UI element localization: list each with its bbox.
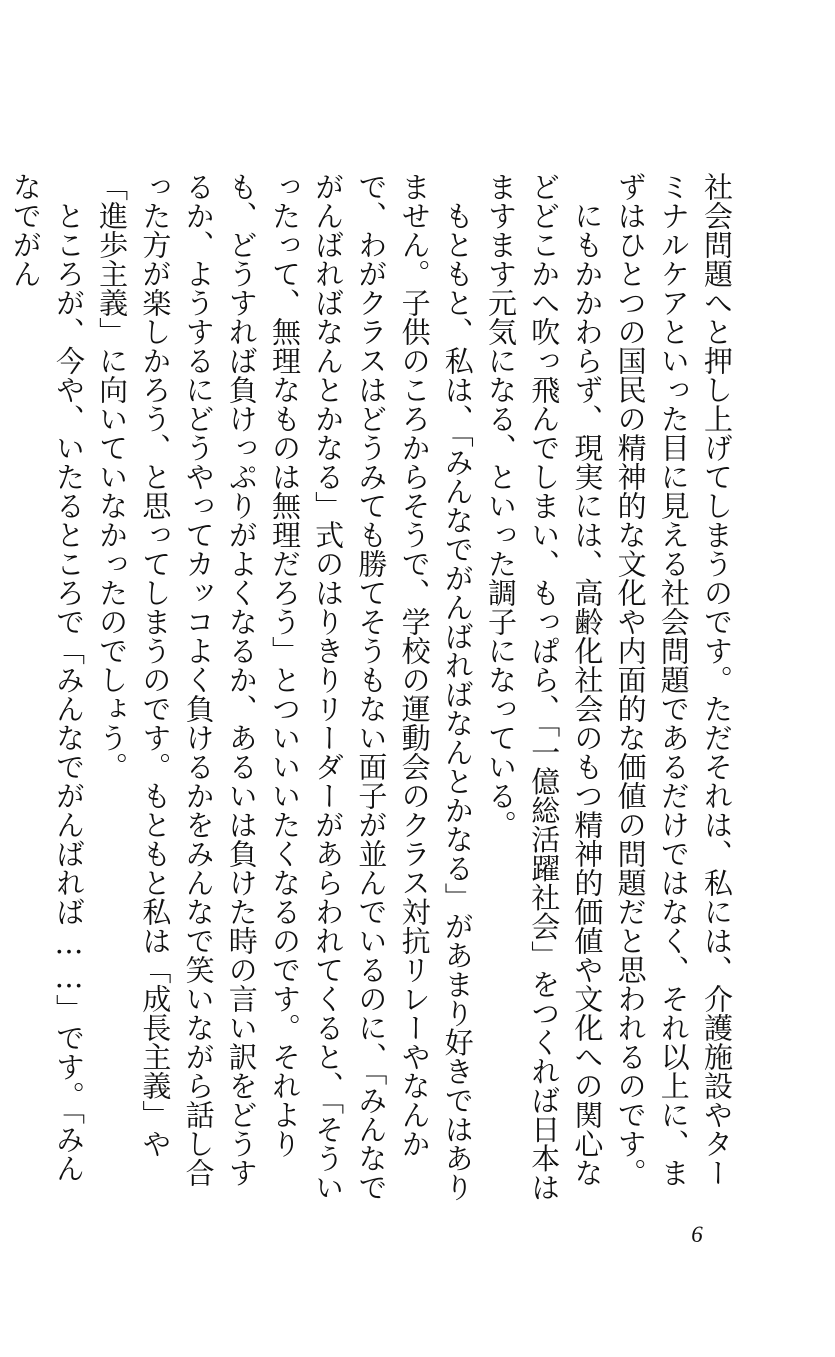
paragraph-4: ところが、今や、いたるところで「みんなでがんばれば……」です。「みんなでがん	[8, 172, 86, 1183]
paragraph-2: にもかかわらず、現実には、高齢化社会のもつ精神的価値や文化への関心などどこかへ吹っ飛んでしまい、もっぱら、「一億総活躍社会」をつくれば日本はますます元気になる、といった調子になっている。	[483, 172, 605, 1202]
vertical-text-body	[8, 172, 738, 1202]
page-number: 6	[691, 1222, 703, 1247]
paragraph-1: 社会問題へと押し上げてしまうのです。ただそれは、私には、介護施設やターミナルケアといった目に見える社会問題であるだけではなく、それ以上に、まずはひとつの国民の精神的な文化や内面的な価値の問題だと思われるのです。	[613, 172, 734, 1187]
paragraph-3: もともと、私は、「みんなでがんばればなんとかなる」があまり好きではありません。子供のころからそうで、学校の運動会のクラス対抗リレーやなんかで、わがクラスはどうみても勝てそうもない面子が並んでいるのに、「みんなでがんばればなんとかなる」式のはりきりリーダーがあらわれてくると、「そういったって、無理なものは無理だろう」とついいいたくなるのです。それよりも、どうすれば負けっぷりがよくなるか、あるいは負けた時の言い訳をどうするか、ようするにどうやってカッコよく負けるかをみんなで笑いながら話し合った方が楽しかろう、と思ってしまうのです。もともと私は「成長主義」や「進歩主義」に向いていなかったのでしょう。	[95, 172, 475, 1202]
